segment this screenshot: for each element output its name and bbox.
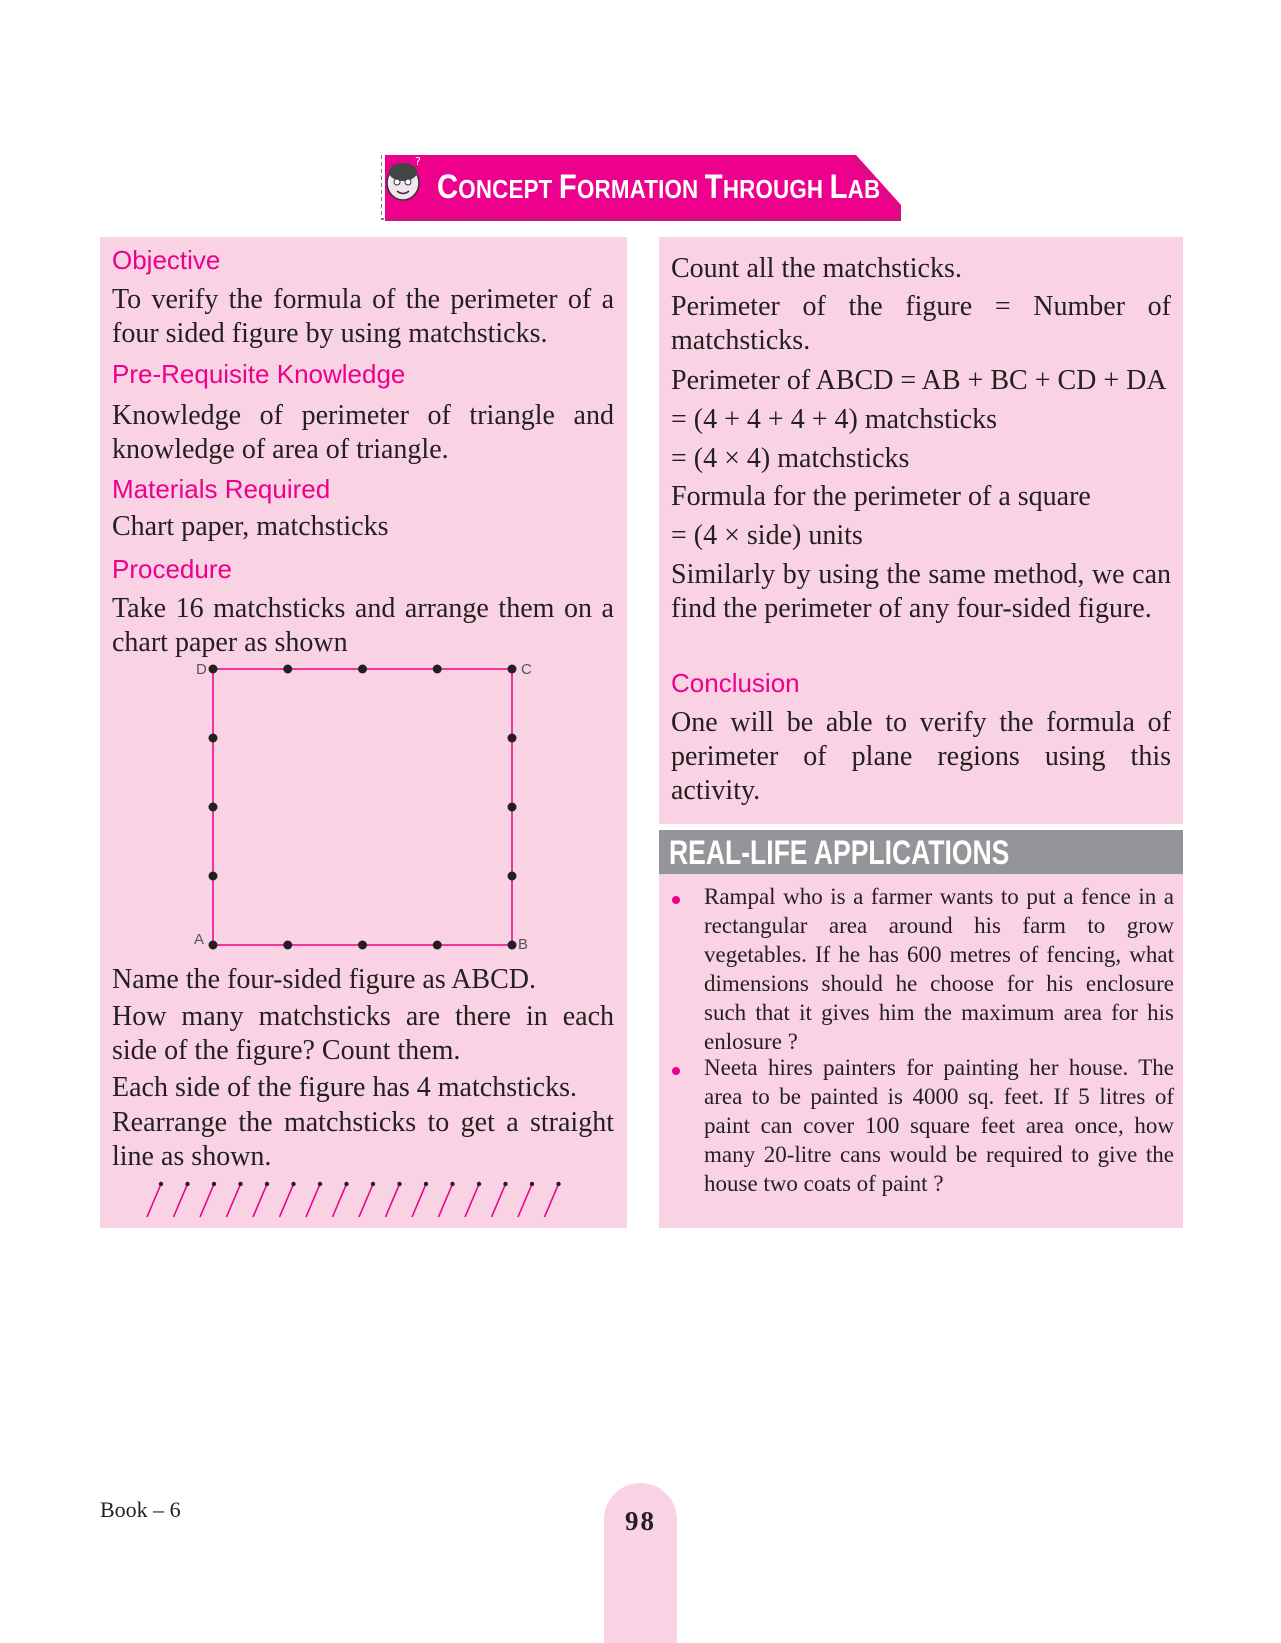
matchstick [545,1184,559,1217]
matchstick-square-figure [100,237,627,957]
section-banner [381,155,901,221]
rla-title: REAL-LIFE APPLICATIONS [669,834,1010,872]
formula-line: = (4 × side) units [671,520,863,551]
matchstick-head [433,665,442,674]
rla-header [659,830,1183,874]
matchstick-head [424,1182,428,1186]
matchstick-head [503,1182,507,1186]
matchstick-head [508,734,517,743]
perimeter-definition: Perimeter of the figure = Number of matchsticks. [671,291,1171,356]
matchstick-head [508,803,517,812]
matchstick-head [209,665,218,674]
conclusion-heading: Conclusion [671,668,800,698]
matchstick-head [265,1182,269,1186]
matchstick [333,1184,347,1217]
step-name-figure: Name the four-sided figure as ABCD. [112,964,537,995]
matchstick [412,1184,426,1217]
matchstick-head [508,941,517,950]
perimeter-sum: = (4 + 4 + 4 + 4) matchsticks [671,404,998,435]
matchstick [253,1184,267,1217]
matchstick [386,1184,400,1217]
step-rearrange: Rearrange the matchsticks to get a straight line as shown. [112,1107,614,1172]
matchstick-head [397,1182,401,1186]
materials-heading: Materials Required [112,474,331,504]
matchstick-head [508,665,517,674]
procedure-text: Take 16 matchsticks and arrange them on a chart paper as shown [112,593,614,658]
matchstick [174,1184,188,1217]
matchstick-head [159,1182,163,1186]
matchstick-head [209,872,218,881]
matchstick-head [291,1182,295,1186]
rla-item-painters: Neeta hires painters for painting her house. The area to be painted is 4000 sq. feet. If 5 litres of paint can cover 100 square feet area once, how many 20-litre cans would be required to give the house two coats of paint ? [704,1055,1174,1196]
matchstick-head [283,665,292,674]
perimeter-abcd: Perimeter of ABCD = AB + BC + CD + DA [671,365,1167,396]
vertex-label-d: D [196,661,207,678]
left-panel [100,237,627,1228]
matchstick-head [508,872,517,881]
matchstick-head [477,1182,481,1186]
matchstick-head [212,1182,216,1186]
page-number-tab [604,1483,677,1643]
vertex-label-a: A [194,931,205,948]
step-each-side: Each side of the figure has 4 matchsticks. [112,1072,577,1103]
matchstick [492,1184,506,1217]
mascot-icon [381,155,425,203]
matchstick-head [209,941,218,950]
matchstick-head [185,1182,189,1186]
square-outline [213,669,512,945]
matchstick-head [238,1182,242,1186]
matchstick [227,1184,241,1217]
matchstick-head [318,1182,322,1186]
matchstick-head [209,803,218,812]
matchstick-head [344,1182,348,1186]
matchstick [465,1184,479,1217]
matchstick-head [450,1182,454,1186]
step-count-question: How many matchsticks are there in each side of the figure? Count them. [112,1001,614,1066]
matchstick-head [556,1182,560,1186]
matchstick [518,1184,532,1217]
matchstick-head [371,1182,375,1186]
matchstick-head [358,941,367,950]
matchstick-head [530,1182,534,1186]
matchstick [306,1184,320,1217]
book-label: Book – 6 [100,1497,181,1522]
vertex-label-c: C [521,661,532,678]
objective-text: To verify the formula of the perimeter of a four sided figure by using matchsticks. [112,284,614,349]
bullet-icon [672,896,680,904]
matchstick [439,1184,453,1217]
conclusion-text: One will be able to verify the formula of perimeter of plane regions using this activity. [671,707,1171,806]
page-number: 98 [625,1506,656,1536]
perimeter-product: = (4 × 4) matchsticks [671,443,910,474]
objective-heading: Objective [112,245,221,275]
matchstick-line-figure [100,1177,627,1227]
banner-title: CONCEPT FORMATION THROUGH LAB [437,168,881,206]
count-line: Count all the matchsticks. [671,253,962,284]
matchstick [359,1184,373,1217]
matchstick-head [283,941,292,950]
matchstick-head [358,665,367,674]
procedure-heading: Procedure [112,554,232,584]
materials-text: Chart paper, matchsticks [112,511,389,542]
bullet-icon [672,1067,680,1075]
matchstick [280,1184,294,1217]
matchstick-head [433,941,442,950]
rla-panel [659,874,1183,1228]
vertex-label-b: B [518,936,529,953]
right-panel [659,237,1183,824]
matchstick [147,1184,161,1217]
matchstick-head [209,734,218,743]
svg-text:?: ? [415,155,421,168]
prereq-heading: Pre-Requisite Knowledge [112,359,406,389]
similarly-text: Similarly by using the same method, we can find the perimeter of any four-sided figure. [671,559,1171,624]
rla-item-farmer: Rampal who is a farmer wants to put a fence in a rectangular area around his farm to grow vegetables. If he has 600 metres of fencing, what dimensions should he choose for his enclosure such that it gives him the maximum area for his enlosure ? [704,884,1174,1054]
formula-heading-line: Formula for the perimeter of a square [671,481,1091,512]
prereq-text: Knowledge of perimeter of triangle and knowledge of area of triangle. [112,400,614,465]
matchstick [200,1184,214,1217]
